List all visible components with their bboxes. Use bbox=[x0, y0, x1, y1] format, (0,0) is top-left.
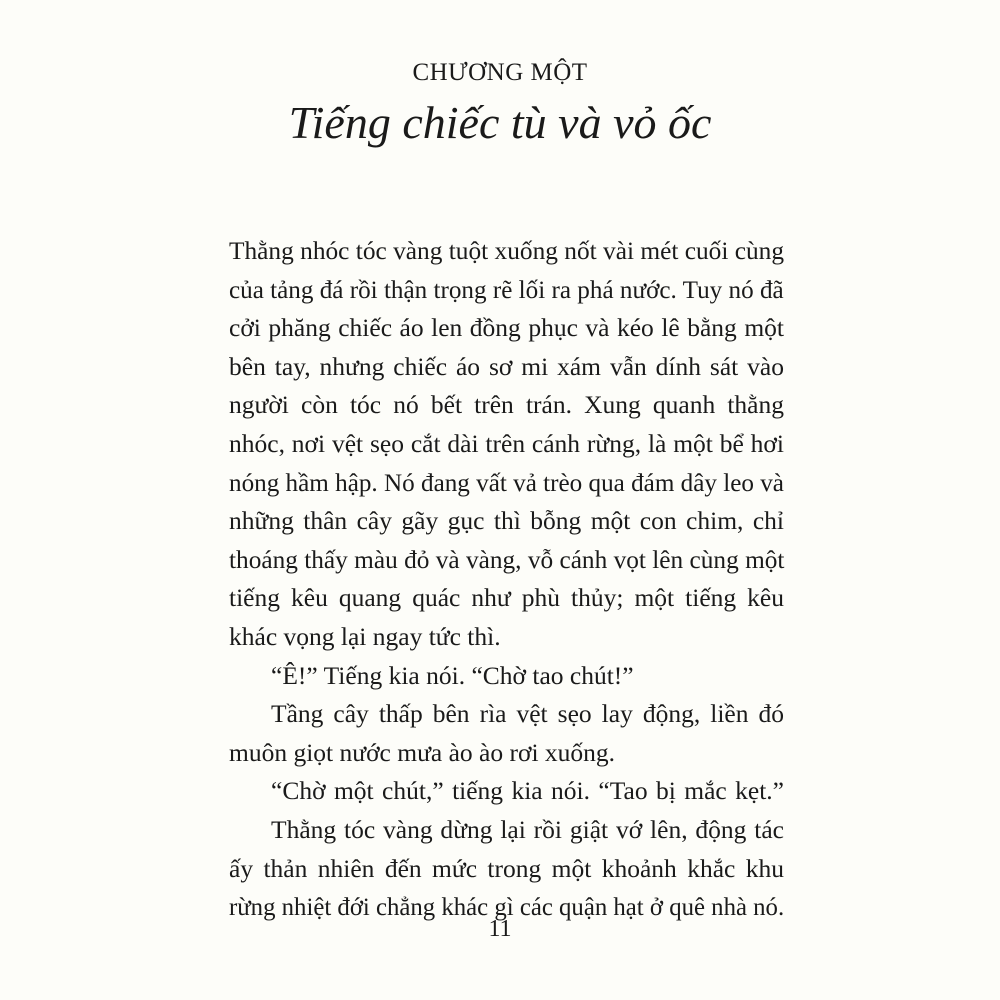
page-number: 11 bbox=[488, 916, 512, 942]
text-line: Tầng cây thấp bên rìa vệt sẹo lay động, liền đó bbox=[271, 699, 784, 729]
text-line: nhóc, nơi vệt sẹo cắt dài trên cánh rừng, là một bể hơi bbox=[229, 428, 784, 458]
text-line: của tảng đá rồi thận trọng rẽ lối ra phá nước. Tuy nó đã bbox=[229, 274, 784, 304]
text-line: Thằng tóc vàng dừng lại rồi giật vớ lên, động tác bbox=[271, 814, 784, 844]
body-text bbox=[229, 232, 784, 927]
text-line: ấy thản nhiên đến mức trong một khoảnh khắc khu bbox=[229, 853, 784, 883]
text-line: rừng nhiệt đới chẳng khác gì các quận hạt ở quê nhà nó. bbox=[229, 892, 785, 922]
text-line: “Ê!” Tiếng kia nói. “Chờ tao chút!” bbox=[271, 660, 634, 690]
text-line: những thân cây gãy gục thì bỗng một con chim, chỉ bbox=[229, 506, 784, 536]
text-line: tiếng kêu quang quác như phù thủy; một tiếng kêu bbox=[229, 583, 784, 613]
text-line: Thằng nhóc tóc vàng tuột xuống nốt vài mét cuối cùng bbox=[229, 236, 785, 265]
text-line: thoáng thấy màu đỏ và vàng, vỗ cánh vọt lên cùng một bbox=[229, 544, 785, 574]
chapter-title: Tiếng chiếc tù và vỏ ốc bbox=[288, 97, 712, 148]
text-line: nóng hầm hập. Nó đang vất vả trèo qua đám dây leo và bbox=[229, 467, 784, 497]
text-line: khác vọng lại ngay tức thì. bbox=[229, 621, 501, 651]
text-line: cởi phăng chiếc áo len đồng phục và kéo lê bằng một bbox=[229, 313, 784, 343]
text-line: muôn giọt nước mưa ào ào rơi xuống. bbox=[229, 737, 616, 767]
text-line: người còn tóc nó bết trên trán. Xung quanh thằng bbox=[229, 390, 784, 420]
text-line: “Chờ một chút,” tiếng kia nói. “Tao bị mắc kẹt.” bbox=[271, 776, 784, 806]
chapter-label: CHƯƠNG MỘT bbox=[412, 59, 588, 86]
text-line: bên tay, nhưng chiếc áo sơ mi xám vẫn dính sát vào bbox=[229, 351, 784, 381]
